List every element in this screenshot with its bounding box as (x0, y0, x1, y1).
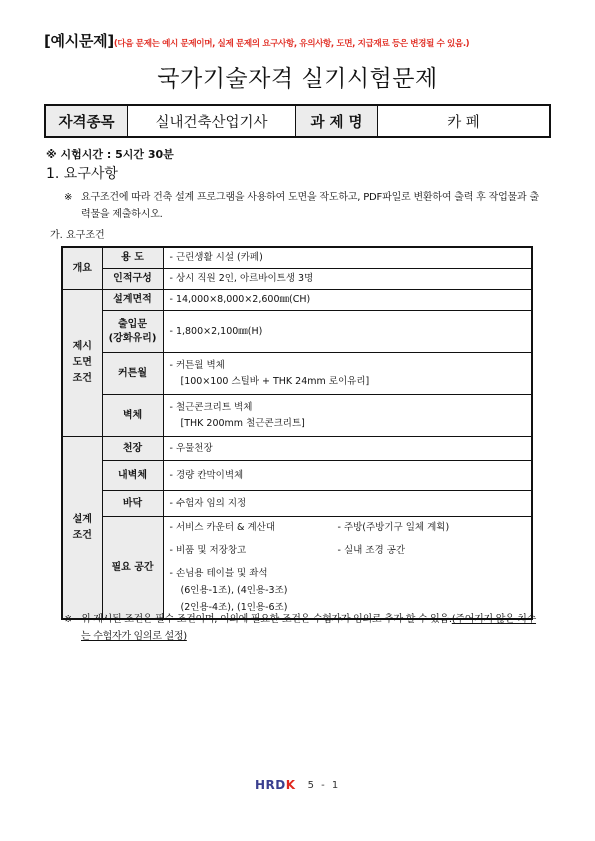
table-row (62, 395, 532, 437)
seating-line: - 손님용 테이블 및 좌석 (169, 568, 268, 579)
row-value: - 경량 칸막이벽체 (163, 461, 532, 491)
hrdk-logo (255, 778, 296, 792)
value-line: - 철근콘크리트 벽체 (169, 401, 253, 413)
table-row (62, 491, 532, 517)
seating-line: (6인용-1조), (4인용-3조) (180, 585, 288, 596)
group-line: 제시 (72, 341, 92, 352)
condition-note (64, 611, 542, 645)
task-label: 과 제 명 (296, 106, 378, 136)
notice-tag: [예시문제] (44, 32, 114, 50)
space-item: - 실내 조경 공간 (337, 545, 406, 556)
group-line: 조건 (72, 529, 92, 541)
row-value: - 14,000×8,000×2,600㎜(CH) (163, 290, 532, 311)
note-text: 위 제시된 조건은 필수 조건이며, 이외에 필요한 조건은 수험자가 임의로 추가 할 수 있음. (81, 614, 452, 625)
value-line: [THK 200mm 철근콘크리트] (180, 417, 305, 429)
row-label: 설계면적 (102, 290, 163, 311)
group-overview: 개요 (62, 247, 102, 290)
note-body (64, 611, 542, 645)
space-list (170, 542, 526, 559)
reference-mark: ※ (64, 614, 73, 625)
group-line: 조건 (72, 373, 92, 384)
task-value: 카 페 (447, 114, 480, 131)
exam-time: ※ 시험시간 : 5시간 30분 (46, 148, 174, 161)
page-footer (255, 778, 340, 792)
table-row (62, 437, 532, 461)
table-row (62, 247, 532, 269)
row-label: 벽체 (102, 395, 163, 437)
exam-info-table (44, 104, 551, 138)
row-label: 용 도 (102, 247, 163, 269)
notice-description: (다음 문제는 예시 문제이며, 실제 문제의 요구사항, 유의사항, 도면, 지급재료 등은 변경될 수 있음.) (113, 39, 470, 49)
row-label: 커튼월 (102, 353, 163, 395)
exam-title: 국가기술자격 실기시험문제 (157, 66, 438, 92)
exam-notice (44, 30, 564, 51)
table-row (62, 269, 532, 290)
row-value: - 우물천장 (163, 437, 532, 461)
row-value: - 상시 직원 2인, 아르바이트생 3명 (163, 269, 532, 290)
space-list (170, 519, 526, 536)
space-item: - 주방(주방기구 일체 계획) (337, 522, 450, 533)
space-item: - 서비스 카운터 & 계산대 (169, 522, 276, 533)
reference-mark: ※ (64, 192, 73, 203)
row-label: 인적구성 (102, 269, 163, 290)
section-title: 1. 요구사항 (46, 166, 118, 182)
row-value: - 수험자 임의 지정 (163, 491, 532, 517)
row-value (163, 353, 532, 395)
table-row (62, 290, 532, 311)
group-design (62, 437, 102, 620)
conditions-table (61, 246, 533, 620)
field-label: 자격종목 (46, 106, 128, 136)
logo-text: HRD (255, 778, 286, 792)
seating-line: (2인용-4조), (1인용-6조) (180, 602, 288, 613)
table-row (62, 311, 532, 353)
subsection-title: 가. 요구조건 (50, 230, 105, 241)
row-label: 바닥 (102, 491, 163, 517)
row-value: - 근린생활 시설 (카페) (163, 247, 532, 269)
logo-text-k: K (285, 778, 296, 792)
row-value (163, 395, 532, 437)
row-label: 필요 공간 (102, 517, 163, 620)
table-row (62, 461, 532, 491)
note-underlined-text: (주어지지 않은 치수는 수험자가 임의로 설정) (81, 614, 537, 642)
space-item: - 비품 및 저장창고 (169, 545, 247, 556)
row-value (163, 517, 532, 620)
row-label (102, 311, 163, 353)
group-line: 도면 (72, 357, 92, 368)
group-presented (62, 290, 102, 437)
value-line: [100×100 스틸바 + THK 24mm 로이유리] (180, 375, 370, 387)
row-value: - 1,800×2,100㎜(H) (163, 311, 532, 353)
row-label: 천장 (102, 437, 163, 461)
page-number: 5 - 1 (307, 779, 341, 791)
field-value: 실내건축산업기사 (128, 106, 296, 136)
requirement-body: 요구조건에 따라 건축 설계 프로그램을 사용하여 도면을 작도하고, PDF파일로 변환하여 출력 후 작업물과 출력물을 제출하시오. (81, 192, 539, 220)
label-line: (강화유리) (108, 332, 157, 344)
group-line: 설계 (72, 513, 92, 525)
row-label: 내벽체 (102, 461, 163, 491)
table-row (62, 517, 532, 620)
label-line: 출입문 (118, 318, 147, 330)
table-row (62, 353, 532, 395)
value-line: - 커튼월 벽체 (169, 359, 225, 371)
requirement-text (64, 189, 544, 223)
